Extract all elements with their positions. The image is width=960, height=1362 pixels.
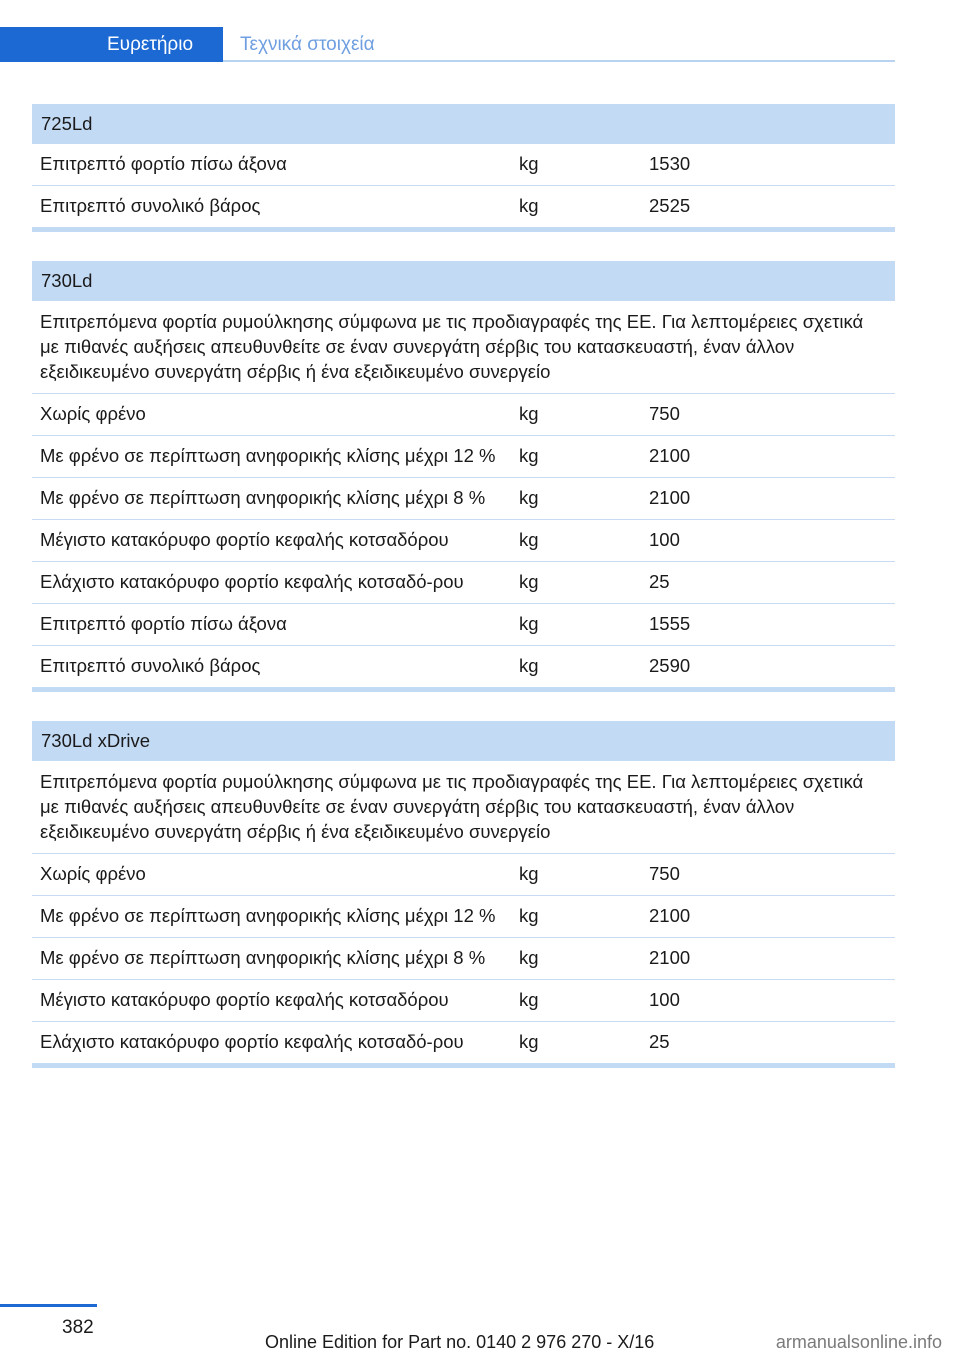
watermark: armanualsonline.info — [775, 1332, 942, 1352]
row-label: Χωρίς φρένο — [32, 854, 511, 896]
row-value: 2525 — [641, 186, 895, 230]
note-row — [32, 301, 895, 394]
row-label: Με φρένο σε περίπτωση ανηφορικής κλίσης μέχρι 8 % — [32, 478, 511, 520]
tab-technical-data[interactable]: Τεχνικά στοιχεία — [240, 34, 375, 55]
row-value: 2100 — [641, 436, 895, 478]
row-unit: kg — [511, 854, 641, 896]
table-row — [32, 604, 895, 646]
row-label: Επιτρεπτό συνολικό βάρος — [32, 646, 511, 690]
row-value: 2100 — [641, 938, 895, 980]
footer-accent-line — [0, 1304, 97, 1307]
row-unit: kg — [511, 604, 641, 646]
top-navigation — [0, 0, 960, 62]
table-row — [32, 520, 895, 562]
row-unit: kg — [511, 896, 641, 938]
edition-note: Online Edition for Part no. 0140 2 976 270 - X/16 — [265, 1332, 655, 1352]
row-unit: kg — [511, 980, 641, 1022]
row-label: Μέγιστο κατακόρυφο φορτίο κεφαλής κοτσαδόρου — [32, 520, 511, 562]
row-label: Επιτρεπτό φορτίο πίσω άξονα — [32, 144, 511, 186]
row-label: Επιτρεπτό φορτίο πίσω άξονα — [32, 604, 511, 646]
row-value: 2590 — [641, 646, 895, 690]
table-row — [32, 186, 895, 230]
row-unit: kg — [511, 436, 641, 478]
table-row — [32, 436, 895, 478]
row-value: 750 — [641, 394, 895, 436]
row-unit: kg — [511, 186, 641, 230]
row-label: Επιτρεπτό συνολικό βάρος — [32, 186, 511, 230]
row-label: Μέγιστο κατακόρυφο φορτίο κεφαλής κοτσαδόρου — [32, 980, 511, 1022]
table-row — [32, 938, 895, 980]
towing-note: Επιτρεπόμενα φορτία ρυμούλκησης σύμφωνα με τις προδιαγραφές της ΕΕ. Για λεπτομέρειες σχετικά με πιθανές αυξήσεις απευθυνθείτε σε έναν συνεργάτη σέρβις του κατασκευαστή, έναν άλλον εξειδικευμένο συνεργάτη σέρβις ή ένα εξειδικευμένο συνεργείο — [32, 761, 895, 854]
table-row — [32, 144, 895, 186]
model-heading: 730Ld xDrive — [32, 721, 895, 761]
row-value: 750 — [641, 854, 895, 896]
row-value: 100 — [641, 980, 895, 1022]
table-row — [32, 896, 895, 938]
row-unit: kg — [511, 144, 641, 186]
towing-note: Επιτρεπόμενα φορτία ρυμούλκησης σύμφωνα με τις προδιαγραφές της ΕΕ. Για λεπτομέρειες σχετικά με πιθανές αυξήσεις απευθυνθείτε σε έναν συνεργάτη σέρβις του κατασκευαστή, έναν άλλον εξειδικευμένο συνεργάτη σέρβις ή ένα εξειδικευμένο συνεργείο — [32, 301, 895, 394]
header-divider — [223, 60, 895, 62]
model-heading: 725Ld — [32, 104, 895, 144]
row-value: 2100 — [641, 896, 895, 938]
row-unit: kg — [511, 478, 641, 520]
spec-table-725ld — [32, 104, 895, 232]
row-value: 25 — [641, 1022, 895, 1066]
table-row — [32, 478, 895, 520]
technical-data-tables — [32, 104, 895, 1068]
row-label: Με φρένο σε περίπτωση ανηφορικής κλίσης μέχρι 8 % — [32, 938, 511, 980]
table-row — [32, 562, 895, 604]
table-row — [32, 854, 895, 896]
spec-table-730ld-xdrive — [32, 721, 895, 1068]
row-unit: kg — [511, 562, 641, 604]
page-number: 382 — [62, 1317, 94, 1338]
row-value: 1530 — [641, 144, 895, 186]
row-unit: kg — [511, 520, 641, 562]
row-label: Ελάχιστο κατακόρυφο φορτίο κεφαλής κοτσαδό-ρου — [32, 562, 511, 604]
note-row — [32, 761, 895, 854]
table-row — [32, 646, 895, 690]
row-value: 25 — [641, 562, 895, 604]
table-row — [32, 1022, 895, 1066]
row-label: Χωρίς φρένο — [32, 394, 511, 436]
row-unit: kg — [511, 938, 641, 980]
row-label: Με φρένο σε περίπτωση ανηφορικής κλίσης μέχρι 12 % — [32, 436, 511, 478]
row-value: 1555 — [641, 604, 895, 646]
row-unit: kg — [511, 394, 641, 436]
model-heading: 730Ld — [32, 261, 895, 301]
row-unit: kg — [511, 1022, 641, 1066]
row-value: 100 — [641, 520, 895, 562]
row-label: Με φρένο σε περίπτωση ανηφορικής κλίσης μέχρι 12 % — [32, 896, 511, 938]
row-unit: kg — [511, 646, 641, 690]
table-row — [32, 394, 895, 436]
tab-index[interactable]: Ευρετήριο — [0, 27, 223, 62]
row-label: Ελάχιστο κατακόρυφο φορτίο κεφαλής κοτσαδό-ρου — [32, 1022, 511, 1066]
table-row — [32, 980, 895, 1022]
row-value: 2100 — [641, 478, 895, 520]
spec-table-730ld — [32, 261, 895, 692]
